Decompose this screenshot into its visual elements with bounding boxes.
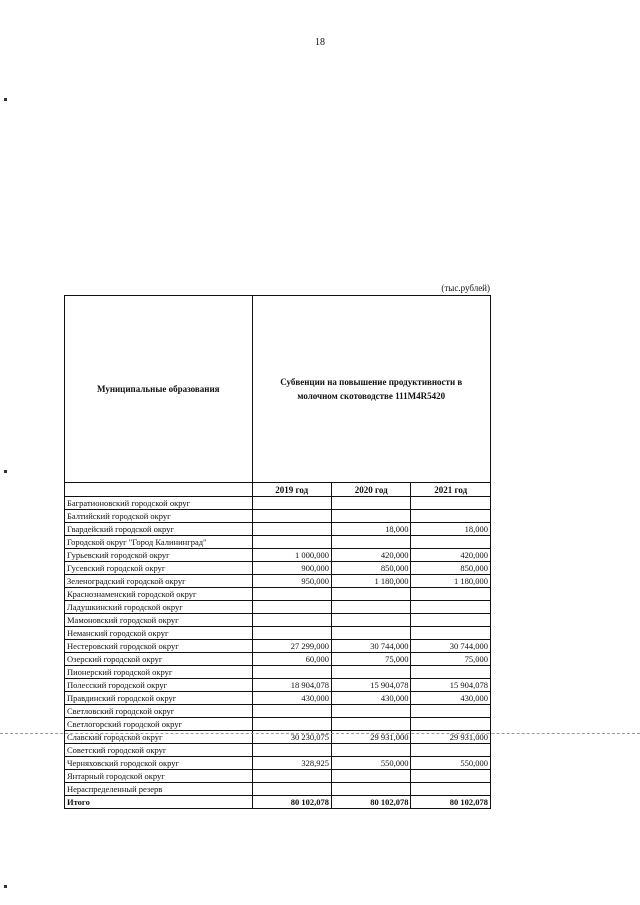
value-2020: 550,000 — [331, 757, 410, 770]
value-2021 — [411, 510, 491, 523]
municipality-name: Светловский городской округ — [65, 705, 253, 718]
table-row — [65, 614, 491, 627]
table-row — [65, 757, 491, 770]
scan-edge-mark — [4, 98, 7, 101]
value-2021 — [411, 705, 491, 718]
municipality-name: Краснознаменский городской округ — [65, 588, 253, 601]
total-row — [65, 796, 491, 809]
table-row — [65, 627, 491, 640]
value-2019: 950,000 — [252, 575, 331, 588]
municipality-name: Славский городской округ — [65, 731, 253, 744]
table-row — [65, 562, 491, 575]
value-2019: 60,000 — [252, 653, 331, 666]
value-2020 — [331, 601, 410, 614]
value-2019: 30 230,075 — [252, 731, 331, 744]
value-2021 — [411, 588, 491, 601]
value-2021 — [411, 783, 491, 796]
value-2020: 18,000 — [331, 523, 410, 536]
value-2019: 1 000,000 — [252, 549, 331, 562]
value-2020 — [331, 744, 410, 757]
value-2020 — [331, 705, 410, 718]
value-2020 — [331, 783, 410, 796]
table-row — [65, 718, 491, 731]
municipality-name: Гурьевский городской округ — [65, 549, 253, 562]
municipality-name: Гвардейский городской округ — [65, 523, 253, 536]
subsidy-table — [64, 295, 491, 809]
value-2020: 30 744,000 — [331, 640, 410, 653]
value-2019 — [252, 523, 331, 536]
municipality-name: Неманский городской округ — [65, 627, 253, 640]
value-2020 — [331, 497, 410, 510]
value-2021 — [411, 666, 491, 679]
value-2019: 27 299,000 — [252, 640, 331, 653]
table-row — [65, 549, 491, 562]
value-2019 — [252, 666, 331, 679]
value-2019 — [252, 783, 331, 796]
value-2020: 80 102,078 — [331, 796, 410, 809]
total-label: Итого — [65, 796, 253, 809]
municipality-name: Правдинский городской округ — [65, 692, 253, 705]
value-2020 — [331, 627, 410, 640]
municipality-name: Мамоновский городской округ — [65, 614, 253, 627]
municipality-name: Ладушкинский городской округ — [65, 601, 253, 614]
value-2021: 80 102,078 — [411, 796, 491, 809]
value-2021: 1 180,000 — [411, 575, 491, 588]
value-2019 — [252, 601, 331, 614]
year-header: 2019 год — [252, 483, 331, 497]
value-2020 — [331, 614, 410, 627]
value-2021 — [411, 614, 491, 627]
municipality-name: Гусевский городской округ — [65, 562, 253, 575]
table-row — [65, 523, 491, 536]
value-2019 — [252, 510, 331, 523]
value-2019 — [252, 536, 331, 549]
value-2019 — [252, 588, 331, 601]
municipality-name: Полесский городской округ — [65, 679, 253, 692]
value-2020 — [331, 588, 410, 601]
municipality-name: Светлогорский городской округ — [65, 718, 253, 731]
value-2020 — [331, 536, 410, 549]
value-2020: 430,000 — [331, 692, 410, 705]
year-header: 2020 год — [331, 483, 410, 497]
value-2019 — [252, 770, 331, 783]
value-2020: 1 180,000 — [331, 575, 410, 588]
table-row — [65, 783, 491, 796]
year-header-spacer — [65, 483, 253, 497]
municipality-name: Озерский городской округ — [65, 653, 253, 666]
municipality-name: Янтарный городской округ — [65, 770, 253, 783]
municipality-name: Нестеровский городской округ — [65, 640, 253, 653]
value-2020 — [331, 770, 410, 783]
value-2021 — [411, 770, 491, 783]
value-2021: 18,000 — [411, 523, 491, 536]
year-header-row — [65, 483, 491, 497]
value-2020: 420,000 — [331, 549, 410, 562]
value-2020: 15 904,078 — [331, 679, 410, 692]
value-2020: 75,000 — [331, 653, 410, 666]
table-row — [65, 510, 491, 523]
value-2021 — [411, 601, 491, 614]
table-row — [65, 692, 491, 705]
value-2019 — [252, 744, 331, 757]
table-row — [65, 705, 491, 718]
table-row — [65, 601, 491, 614]
municipality-name: Балтийский городской округ — [65, 510, 253, 523]
value-2019 — [252, 614, 331, 627]
value-2020: 29 931,000 — [331, 731, 410, 744]
value-2019: 80 102,078 — [252, 796, 331, 809]
units-label: (тыс.рублей) — [441, 283, 490, 293]
table-row — [65, 575, 491, 588]
value-2020 — [331, 510, 410, 523]
table-row — [65, 770, 491, 783]
table-row — [65, 536, 491, 549]
value-2021: 15 904,078 — [411, 679, 491, 692]
page-number: 18 — [315, 37, 325, 48]
value-2019 — [252, 497, 331, 510]
municipality-name: Зеленоградский городской округ — [65, 575, 253, 588]
municipality-name: Городской округ "Город Калининград" — [65, 536, 253, 549]
table-row — [65, 497, 491, 510]
municipality-name: Пионерский городской округ — [65, 666, 253, 679]
table-row — [65, 744, 491, 757]
value-2020 — [331, 718, 410, 731]
value-2020: 850,000 — [331, 562, 410, 575]
value-2021 — [411, 627, 491, 640]
table-row — [65, 640, 491, 653]
table-row — [65, 653, 491, 666]
value-2021: 430,000 — [411, 692, 491, 705]
value-2021: 75,000 — [411, 653, 491, 666]
value-2019 — [252, 627, 331, 640]
value-2021 — [411, 718, 491, 731]
table-row — [65, 588, 491, 601]
value-2021: 420,000 — [411, 549, 491, 562]
table-row — [65, 666, 491, 679]
value-2019: 328,925 — [252, 757, 331, 770]
value-2021 — [411, 536, 491, 549]
value-2019: 18 904,078 — [252, 679, 331, 692]
value-2019: 430,000 — [252, 692, 331, 705]
scan-dashed-line — [0, 733, 640, 734]
municipality-name: Черняховский городской округ — [65, 757, 253, 770]
value-2019 — [252, 718, 331, 731]
municipality-name: Нераспределенный резерв — [65, 783, 253, 796]
value-2019 — [252, 705, 331, 718]
year-header: 2021 год — [411, 483, 491, 497]
value-2021: 850,000 — [411, 562, 491, 575]
value-2021 — [411, 744, 491, 757]
header-municipality: Муниципальные образования — [65, 296, 253, 483]
value-2021: 30 744,000 — [411, 640, 491, 653]
value-2021: 29 931,000 — [411, 731, 491, 744]
header-subsidy: Субвенции на повышение продуктивности в молочном скотоводстве 111M4R5420 — [252, 296, 491, 483]
value-2019: 900,000 — [252, 562, 331, 575]
scan-edge-mark — [4, 470, 7, 473]
table-row — [65, 679, 491, 692]
value-2020 — [331, 666, 410, 679]
scan-edge-mark — [4, 885, 7, 888]
value-2021: 550,000 — [411, 757, 491, 770]
value-2021 — [411, 497, 491, 510]
municipality-name: Багратионовский городской округ — [65, 497, 253, 510]
municipality-name: Советский городской округ — [65, 744, 253, 757]
